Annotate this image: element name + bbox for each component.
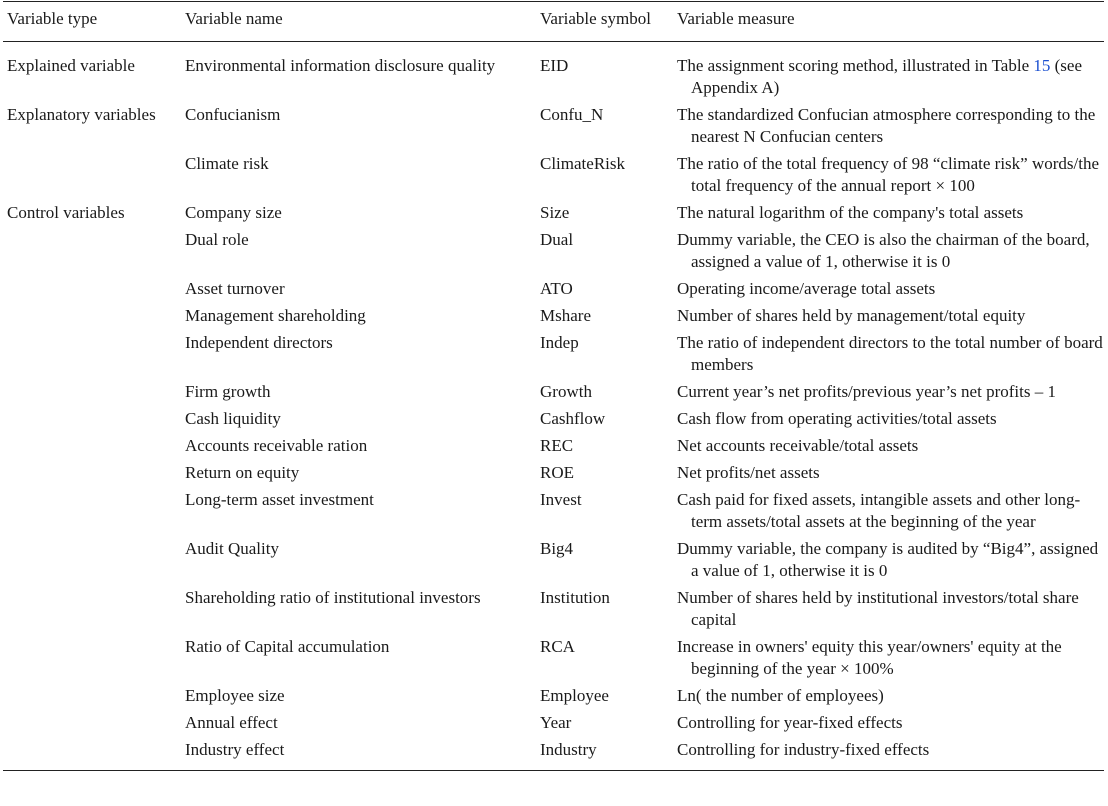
- cell-variable-name: Annual effect: [185, 713, 278, 732]
- header-variable-measure: Variable measure: [677, 9, 795, 28]
- measure-main-text: The ratio of the total frequency of 98 “climate risk” words/the total frequency of the annual report × 100: [677, 154, 1100, 195]
- cell-variable-symbol: Invest: [540, 490, 582, 509]
- cell-variable-type: [3, 538, 181, 587]
- cell-variable-symbol: EID: [540, 56, 569, 75]
- cell-variable-type: [3, 278, 181, 305]
- measure-text: [677, 305, 1104, 327]
- measure-suffix-text: (see Appendix A): [691, 56, 1082, 97]
- measure-main-text: Number of shares held by institutional investors/total share capital: [677, 588, 1079, 629]
- header-variable-name: Variable name: [185, 9, 283, 28]
- cell-variable-measure: [673, 587, 1104, 636]
- measure-text: [677, 462, 1104, 484]
- table-row: [3, 153, 1104, 202]
- measure-text: [677, 278, 1104, 300]
- measure-text: [677, 408, 1104, 430]
- cell-variable-measure: [673, 381, 1104, 408]
- measure-text: [677, 104, 1104, 148]
- cell-variable-measure: [673, 712, 1104, 739]
- cell-variable-measure: [673, 278, 1104, 305]
- cell-variable-name: Confucianism: [185, 105, 281, 124]
- table-row: [3, 305, 1104, 332]
- cell-variable-measure: [673, 685, 1104, 712]
- cell-variable-type: [3, 435, 181, 462]
- measure-main-text: Increase in owners' equity this year/owners' equity at the beginning of the year × 100%: [677, 637, 1062, 678]
- measure-main-text: Number of shares held by management/total equity: [677, 306, 1026, 325]
- measure-text: [677, 202, 1104, 224]
- cell-variable-type: [3, 489, 181, 538]
- cell-variable-name: Ratio of Capital accumulation: [185, 637, 390, 656]
- cell-variable-type: [3, 462, 181, 489]
- cell-variable-type: Control variables: [7, 203, 125, 222]
- measure-main-text: Net profits/net assets: [677, 463, 820, 482]
- measure-text: [677, 538, 1104, 582]
- measure-main-text: The standardized Confucian atmosphere corresponding to the nearest N Confucian centers: [677, 105, 1096, 146]
- cell-variable-symbol: Employee: [540, 686, 609, 705]
- cell-variable-symbol: ATO: [540, 279, 573, 298]
- table-row: [3, 636, 1104, 685]
- cell-variable-name: Audit Quality: [185, 539, 279, 558]
- cell-variable-name: Shareholding ratio of institutional investors: [185, 588, 481, 607]
- measure-text: [677, 587, 1104, 631]
- cell-variable-name: Dual role: [185, 230, 249, 249]
- cell-variable-symbol: Cashflow: [540, 409, 606, 428]
- cell-variable-type: [3, 685, 181, 712]
- measure-main-text: The assignment scoring method, illustrated in Table: [677, 56, 1034, 75]
- cell-variable-symbol: Institution: [540, 588, 610, 607]
- cell-variable-name: Accounts receivable ration: [185, 436, 368, 455]
- cell-variable-symbol: Confu_N: [540, 105, 604, 124]
- cell-variable-measure: [673, 538, 1104, 587]
- cell-variable-measure: [673, 153, 1104, 202]
- cell-variable-type: [3, 636, 181, 685]
- table-row: [3, 42, 1104, 105]
- measure-main-text: Dummy variable, the company is audited by “Big4”, assigned a value of 1, otherwise it is 0: [677, 539, 1099, 580]
- cell-variable-measure: [673, 636, 1104, 685]
- table-row: [3, 104, 1104, 153]
- cell-variable-symbol: Industry: [540, 740, 597, 759]
- measure-main-text: Controlling for industry-fixed effects: [677, 740, 930, 759]
- table-reference-link[interactable]: 15: [1033, 56, 1051, 75]
- measure-text: [677, 489, 1104, 533]
- cell-variable-measure: [673, 739, 1104, 771]
- cell-variable-symbol: REC: [540, 436, 574, 455]
- table-row: [3, 685, 1104, 712]
- cell-variable-measure: [673, 202, 1104, 229]
- measure-text: [677, 435, 1104, 457]
- table-row: [3, 538, 1104, 587]
- table-row: [3, 278, 1104, 305]
- cell-variable-symbol: RCA: [540, 637, 575, 656]
- measure-text: [677, 712, 1104, 734]
- cell-variable-type: [3, 408, 181, 435]
- measure-text: [677, 381, 1104, 403]
- measure-main-text: Dummy variable, the CEO is also the chairman of the board, assigned a value of 1, otherwise it is 0: [677, 230, 1090, 271]
- cell-variable-type: [3, 739, 181, 771]
- cell-variable-measure: [673, 305, 1104, 332]
- measure-text: [677, 636, 1104, 680]
- table-row: [3, 435, 1104, 462]
- cell-variable-symbol: ClimateRisk: [540, 154, 625, 173]
- measure-text: [677, 685, 1104, 707]
- measure-main-text: Cash paid for fixed assets, intangible assets and other long-term assets/total assets at the beginning of the year: [677, 490, 1081, 531]
- cell-variable-name: Independent directors: [185, 333, 333, 352]
- cell-variable-name: Management shareholding: [185, 306, 366, 325]
- cell-variable-measure: [673, 104, 1104, 153]
- cell-variable-type: [3, 587, 181, 636]
- cell-variable-name: Asset turnover: [185, 279, 285, 298]
- cell-variable-type: Explained variable: [7, 56, 135, 75]
- cell-variable-symbol: Dual: [540, 230, 574, 249]
- cell-variable-symbol: Size: [540, 203, 570, 222]
- cell-variable-name: Industry effect: [185, 740, 285, 759]
- measure-text: [677, 229, 1104, 273]
- cell-variable-name: Environmental information disclosure quality: [185, 56, 496, 75]
- table-row: [3, 712, 1104, 739]
- table-row: [3, 587, 1104, 636]
- cell-variable-name: Cash liquidity: [185, 409, 281, 428]
- measure-main-text: Controlling for year-fixed effects: [677, 713, 903, 732]
- cell-variable-name: Employee size: [185, 686, 285, 705]
- measure-main-text: Ln( the number of employees): [677, 686, 884, 705]
- cell-variable-name: Firm growth: [185, 382, 271, 401]
- cell-variable-measure: [673, 435, 1104, 462]
- measure-main-text: The ratio of independent directors to the total number of board members: [677, 333, 1103, 374]
- cell-variable-name: Climate risk: [185, 154, 269, 173]
- cell-variable-name: Company size: [185, 203, 282, 222]
- table-row: [3, 202, 1104, 229]
- header-variable-symbol: Variable symbol: [540, 9, 651, 28]
- cell-variable-symbol: Indep: [540, 333, 579, 352]
- cell-variable-measure: [673, 462, 1104, 489]
- measure-main-text: Operating income/average total assets: [677, 279, 936, 298]
- cell-variable-measure: [673, 42, 1104, 105]
- cell-variable-measure: [673, 489, 1104, 538]
- cell-variable-type: [3, 229, 181, 278]
- cell-variable-symbol: Growth: [540, 382, 592, 401]
- cell-variable-type: [3, 381, 181, 408]
- cell-variable-symbol: ROE: [540, 463, 574, 482]
- cell-variable-name: Long-term asset investment: [185, 490, 374, 509]
- cell-variable-measure: [673, 408, 1104, 435]
- cell-variable-type: [3, 712, 181, 739]
- cell-variable-type: Explanatory variables: [7, 105, 156, 124]
- table-row: [3, 408, 1104, 435]
- cell-variable-type: [3, 153, 181, 202]
- measure-text: [677, 739, 1104, 761]
- measure-text: [677, 153, 1104, 197]
- header-variable-type: Variable type: [7, 9, 98, 28]
- cell-variable-type: [3, 332, 181, 381]
- measure-text: [677, 55, 1104, 99]
- cell-variable-symbol: Big4: [540, 539, 574, 558]
- table-row: [3, 462, 1104, 489]
- cell-variable-name: Return on equity: [185, 463, 300, 482]
- table-row: [3, 489, 1104, 538]
- measure-main-text: Net accounts receivable/total assets: [677, 436, 919, 455]
- cell-variable-type: [3, 305, 181, 332]
- table-row: [3, 332, 1104, 381]
- cell-variable-symbol: Year: [540, 713, 572, 732]
- cell-variable-symbol: Mshare: [540, 306, 591, 325]
- measure-text: [677, 332, 1104, 376]
- measure-main-text: The natural logarithm of the company's total assets: [677, 203, 1024, 222]
- table-row: [3, 229, 1104, 278]
- cell-variable-measure: [673, 332, 1104, 381]
- table-row: [3, 381, 1104, 408]
- table-row: [3, 739, 1104, 771]
- measure-main-text: Current year’s net profits/previous year’s net profits – 1: [677, 382, 1056, 401]
- variables-table: [3, 1, 1104, 771]
- measure-main-text: Cash flow from operating activities/total assets: [677, 409, 997, 428]
- cell-variable-measure: [673, 229, 1104, 278]
- table-header-row: [3, 2, 1104, 42]
